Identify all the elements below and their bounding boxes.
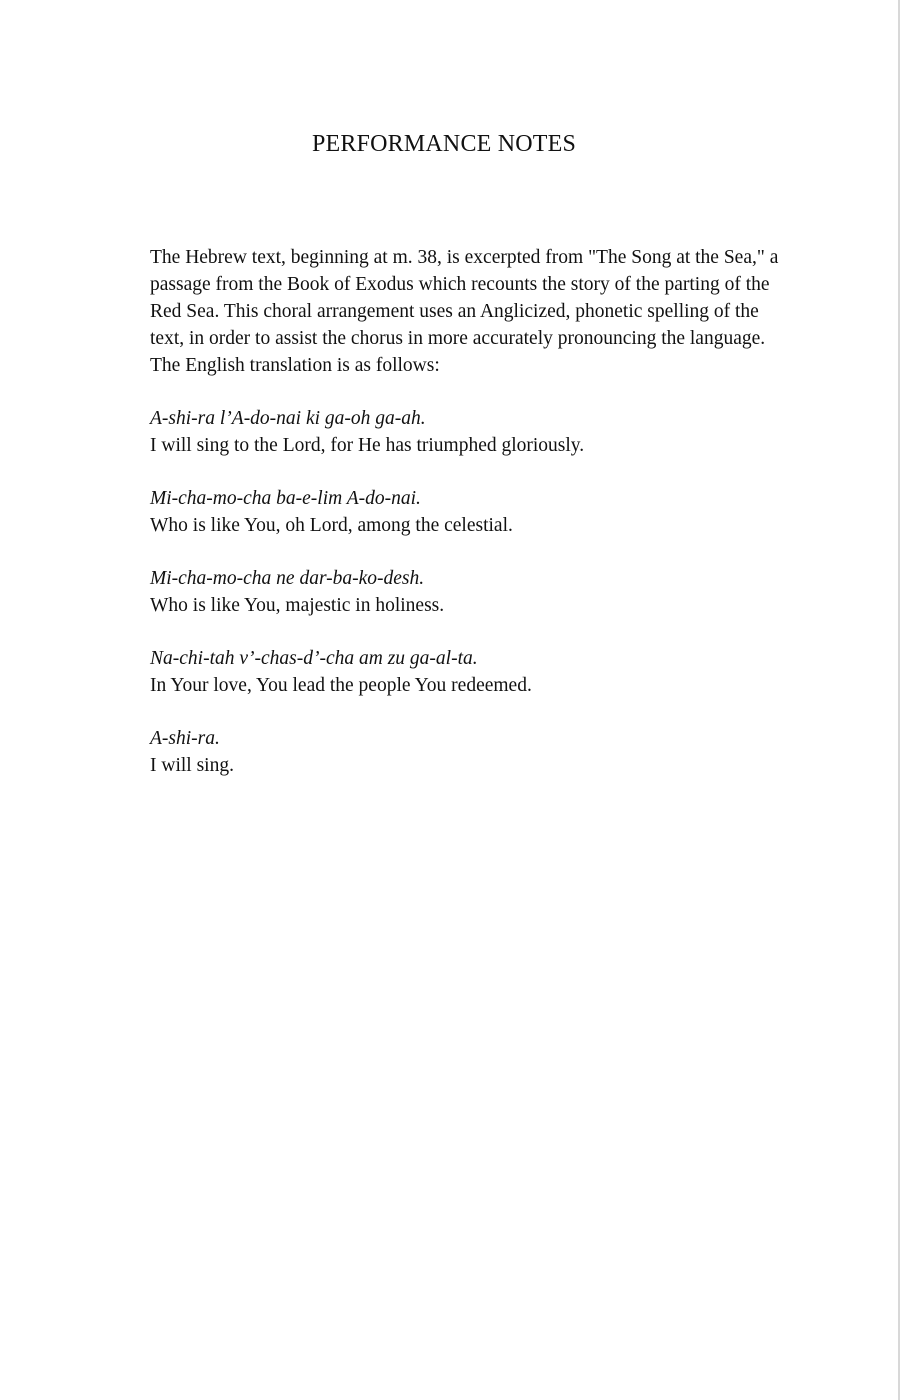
verse-5 bbox=[150, 725, 790, 779]
verse-1 bbox=[150, 405, 790, 459]
verse-hebrew: Mi-cha-mo-cha ba-e-lim A-do-nai. bbox=[150, 488, 421, 509]
notes-body bbox=[150, 244, 790, 805]
verse-hebrew: Mi-cha-mo-cha ne dar-ba-ko-desh. bbox=[150, 568, 425, 589]
verse-2 bbox=[150, 485, 790, 539]
verse-hebrew: A-shi-ra. bbox=[150, 728, 220, 749]
verse-hebrew: A-shi-ra l’A-do-nai ki ga-oh ga-ah. bbox=[150, 408, 426, 429]
verse-4 bbox=[150, 645, 790, 699]
verse-3 bbox=[150, 565, 790, 619]
verse-english: I will sing. bbox=[150, 755, 234, 776]
page-title: PERFORMANCE NOTES bbox=[311, 131, 577, 157]
verse-english: Who is like You, oh Lord, among the celestial. bbox=[150, 515, 513, 536]
verse-english: I will sing to the Lord, for He has triumphed gloriously. bbox=[150, 435, 585, 456]
intro-paragraph: The Hebrew text, beginning at m. 38, is excerpted from "The Song at the Sea," a passage from the Book of Exodus which recounts the story of the parting of the Red Sea. This choral arrangement uses an Anglicized, phonetic spelling of the text, in order to assist the chorus in more accurately pronouncing the language. The English translation is as follows: bbox=[150, 247, 779, 376]
verse-hebrew: Na-chi-tah v’-chas-d’-cha am zu ga-al-ta. bbox=[150, 648, 478, 669]
verse-english: Who is like You, majestic in holiness. bbox=[150, 595, 445, 616]
verse-english: In Your love, You lead the people You redeemed. bbox=[150, 675, 532, 696]
